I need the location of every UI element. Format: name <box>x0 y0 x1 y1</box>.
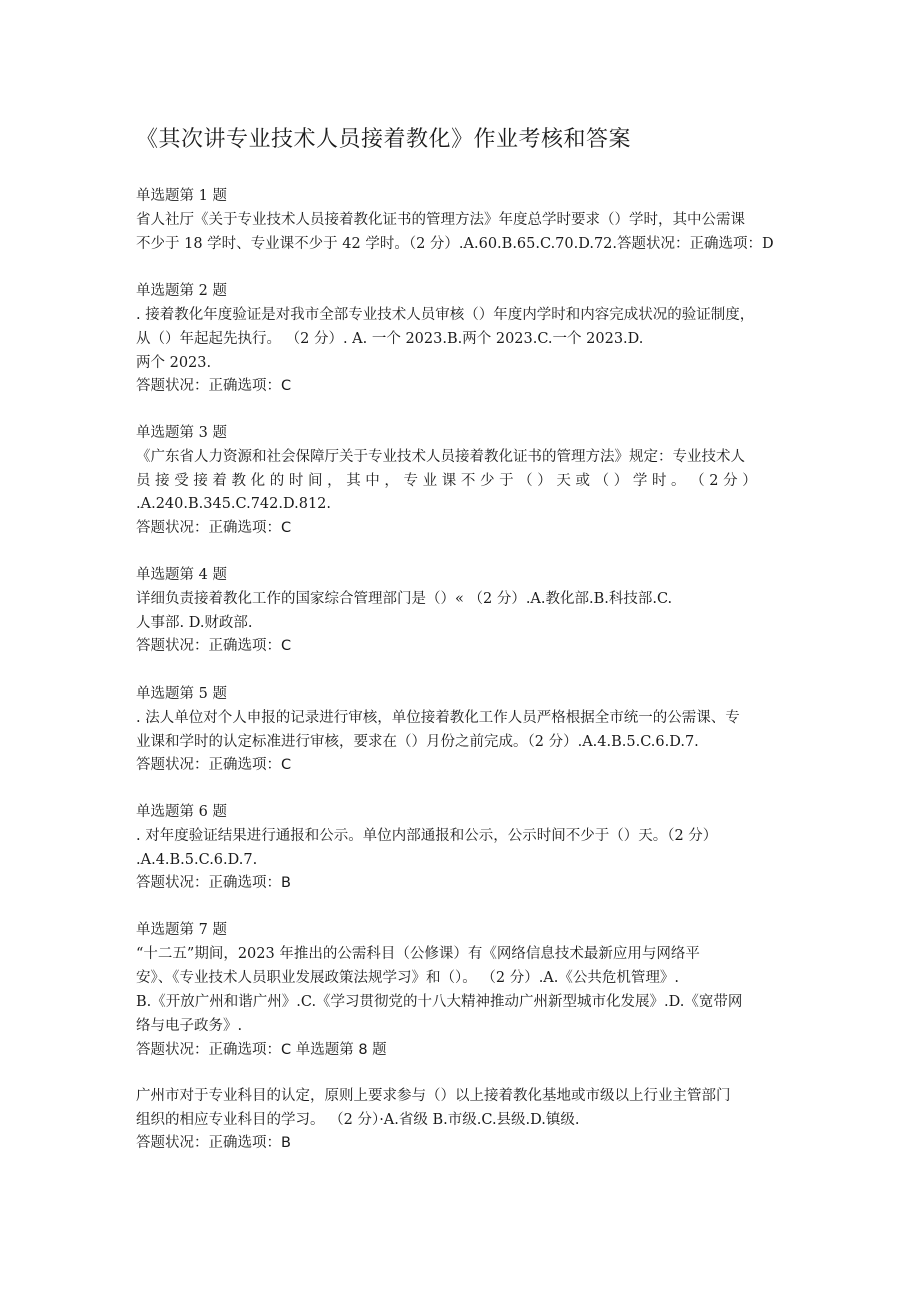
question-5-heading: 单选题第 5 题 <box>136 686 227 702</box>
question-1-text-line-2: 不少于 18 学时、专业课不少于 42 学时。（2 分）.A.60.B.65.C.70.D.72.答题状况：正确选项：D <box>136 236 774 252</box>
question-4-answer: 答题状况：正确选项：C <box>136 638 292 654</box>
question-7-heading: 单选题第 7 题 <box>136 922 227 938</box>
question-2-text-line-3: 两个 2023. <box>136 355 212 371</box>
question-8-answer: 答题状况：正确选项：B <box>136 1135 291 1151</box>
question-3-text-line-2: 员 接 受 接 着 教 化 的 时 间 ， 其 中 ， 专 业 课 不 少 于 （ ） 天 或 （ ） 学 时 。 （ 2 分 ） <box>136 473 757 489</box>
question-7-text-line-3: B.《开放广州和谐广州》.C.《学习贯彻党的十八大精神推动广州新型城市化发展》.D.《宽带网 <box>136 994 743 1010</box>
question-1-heading: 单选题第 1 题 <box>136 188 227 204</box>
question-2-text-line-1: . 接着教化年度验证是对我市全部专业技术人员审核（）年度内学时和内容完成状况的验证制度， <box>136 307 755 323</box>
question-6-text-line-1: . 对年度验证结果进行通报和公示。单位内部通报和公示，公示时间不少于（）天。（2 分） <box>136 828 718 844</box>
question-8-text-line-2: 组织的相应专业科目的学习。 （2 分）·A.省级 B.市级.C.县级.D.镇级. <box>136 1112 580 1128</box>
question-3-text-line-1: 《广东省人力资源和社会保障厅关于专业技术人员接着教化证书的管理方法》规定：专业技术人 <box>136 449 745 465</box>
question-2-text-line-2: 从（）年起起先执行。 （2 分）. A. 一个 2023.B.两个 2023.C.一个 2023.D. <box>136 331 644 347</box>
question-4-text-line-2: 人事部. D.财政部. <box>136 615 253 631</box>
question-3-text-line-3: .A.240.B.345.C.742.D.812. <box>136 496 331 512</box>
question-4-text-line-1: 详细负责接着教化工作的国家综合管理部门是（）« （2 分）.A.教化部.B.科技部.C. <box>136 591 673 607</box>
question-6-answer: 答题状况：正确选项：B <box>136 875 291 891</box>
question-6-text-line-2: .A.4.B.5.C.6.D.7. <box>136 852 258 868</box>
question-5-text-line-2: 业课和学时的认定标准进行审核，要求在（）月份之前完成。（2 分）.A.4.B.5.C.6.D.7. <box>136 734 699 750</box>
question-3-heading: 单选题第 3 题 <box>136 425 227 441</box>
question-2-answer: 答题状况：正确选项：C <box>136 378 292 394</box>
question-5-text-line-1: . 法人单位对个人申报的记录进行审核，单位接着教化工作人员严格根据全市统一的公需课、专 <box>136 710 740 726</box>
question-6-heading: 单选题第 6 题 <box>136 804 227 820</box>
question-7-text-line-2: 安》、《专业技术人员职业发展政策法规学习》和（）。 （2 分）.A.《公共危机管理》. <box>136 970 679 986</box>
question-7-answer: 答题状况：正确选项：C 单选题第 8 题 <box>136 1042 387 1058</box>
question-3-answer: 答题状况：正确选项：C <box>136 520 292 536</box>
question-5-answer: 答题状况：正确选项：C <box>136 757 292 773</box>
question-8-text-line-1: 广州市对于专业科目的认定，原则上要求参与（）以上接着教化基地或市级以上行业主管部门 <box>136 1088 731 1104</box>
question-7-text-line-1: “十二五”期间，2023 年推出的公需科目（公修课）有《网络信息技术最新应用与网络平 <box>136 946 700 962</box>
document-title: 《其次讲专业技术人员接着教化》作业考核和答案 <box>136 127 632 152</box>
question-1-text-line-1: 省人社厅《关于专业技术人员接着教化证书的管理方法》年度总学时要求（）学时，其中公需课 <box>136 212 745 228</box>
question-2-heading: 单选题第 2 题 <box>136 283 227 299</box>
question-7-text-line-4: 络与电子政务》. <box>136 1018 243 1034</box>
question-4-heading: 单选题第 4 题 <box>136 567 227 583</box>
